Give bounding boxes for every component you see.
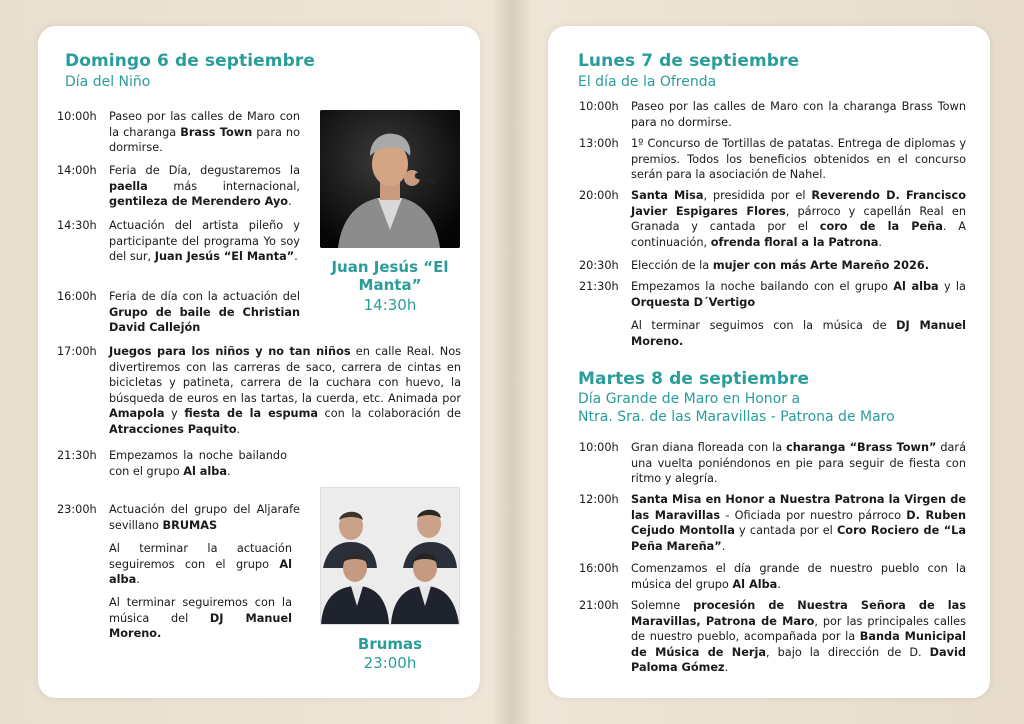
event-desc: Santa Misa, presidida por el Reverendo D. Francisco Javier Espigares Flores, párroco y capellán Real en Granada y cantada por el coro de la Peña. A continuación, ofrenda floral a la Patrona. <box>631 189 966 249</box>
caption-name: Brumas <box>357 635 423 653</box>
day-title-sunday: Domingo 6 de septiembre <box>65 51 315 71</box>
event-time: 14:30h <box>57 219 97 232</box>
left-page <box>38 26 480 698</box>
caption-time: 14:30h <box>363 296 417 314</box>
group-photo-brumas <box>320 487 460 625</box>
group-silhouette-icon <box>321 488 459 624</box>
event-time: 13:00h <box>579 137 619 150</box>
event-desc: Paseo por las calles de Maro con la charanga Brass Town para no dormirse. <box>631 100 966 129</box>
event-desc: Comenzamos el día grande de nuestro pueblo con la música del grupo Al Alba. <box>631 562 966 591</box>
event-desc: Santa Misa en Honor a Nuestra Patrona la Virgen de las Maravillas - Oficiada por nuestro párroco D. Ruben Cejudo Montolla y cantada por el Coro Rociero de “La Peña Mareña”. <box>631 493 967 553</box>
event-desc: Feria de día con la actuación del Grupo de baile de Christian David Callejón <box>109 290 300 334</box>
event-desc: Actuación del grupo del Aljarafe sevillano BRUMAS <box>109 503 300 532</box>
event-time: 17:00h <box>57 345 97 358</box>
event-time: 21:00h <box>579 599 619 612</box>
day-subtitle-sunday: Día del Niño <box>65 74 151 90</box>
singer-silhouette-icon <box>320 110 460 248</box>
event-time: 16:00h <box>579 562 619 575</box>
event-desc: Empezamos la noche bailando con el grupo Al alba y la Orquesta D´Vertigo <box>631 280 966 309</box>
day-subtitle-tuesday-1: Día Grande de Maro en Honor a <box>578 391 801 407</box>
event-time: 10:00h <box>579 100 619 113</box>
photo-caption-brumas <box>320 635 460 672</box>
event-time: 21:30h <box>57 449 97 462</box>
day-subtitle-monday: El día de la Ofrenda <box>578 74 717 90</box>
event-desc: Feria de Día, degustaremos la paella más internacional, gentileza de Merendero Ayo. <box>109 164 300 208</box>
event-time: 10:00h <box>579 441 619 454</box>
event-time: 16:00h <box>57 290 97 303</box>
right-page <box>548 26 990 698</box>
day-title-tuesday: Martes 8 de septiembre <box>578 369 810 389</box>
day-subtitle-tuesday-2: Ntra. Sra. de las Maravillas - Patrona de Maro <box>578 409 895 425</box>
event-desc: Elección de la mujer con más Arte Mareño 2026. <box>631 259 930 272</box>
event-desc: 1º Concurso de Tortillas de patatas. Entrega de diplomas y premios. Todos los beneficios obtenidos en el concurso serán para la asociación de Nahel. <box>631 137 966 181</box>
caption-name: Juan Jesús “El Manta” <box>331 258 449 294</box>
event-time: 12:00h <box>579 493 619 506</box>
event-desc: Actuación del artista pileño y participante del programa Yo soy del sur, Juan Jesús “El Manta”. <box>109 219 300 263</box>
event-desc: Al terminar seguimos con la música de DJ Manuel Moreno. <box>631 319 967 348</box>
event-desc: Empezamos la noche bailando con el grupo Al alba. <box>109 449 287 478</box>
event-desc: Al terminar la actuación seguiremos con el grupo Al alba. <box>109 542 292 586</box>
event-desc: Gran diana floreada con la charanga “Brass Town” dará una vuelta poniéndonos en pie para seguir de fiesta con ritmo y alegría. <box>631 441 966 485</box>
artist-photo-juan-jesus <box>320 110 460 248</box>
event-desc: Paseo por las calles de Maro con la charanga Brass Town para no dormirse. <box>109 110 300 154</box>
event-time: 20:00h <box>579 189 619 202</box>
event-time: 20:30h <box>579 259 619 272</box>
event-time: 21:30h <box>579 280 619 293</box>
event-time: 23:00h <box>57 503 97 516</box>
caption-time: 23:00h <box>363 654 417 672</box>
photo-caption-juan-jesus <box>320 258 460 314</box>
day-title-monday: Lunes 7 de septiembre <box>578 51 800 71</box>
event-time: 10:00h <box>57 110 97 123</box>
event-desc: Solemne procesión de Nuestra Señora de las Maravillas, Patrona de Maro, por las principales calles de nuestro pueblo, acompañada por la Banda Municipal de Música de Nerja, bajo la dirección de D. David Paloma Gómez. <box>631 599 966 674</box>
event-desc: Al terminar seguiremos con la música del DJ Manuel Moreno. <box>109 596 292 640</box>
event-desc: Juegos para los niños y no tan niños en calle Real. Nos divertiremos con las carreras de saco, carrera de cintas en bicicletas y patineta, carrera de la cuchara con huevo, la búsqueda de euros en las tartas, la cuerda, etc. Animada por Amapola y fiesta de la espuma con la colaboración de Atracciones Paquito. <box>109 345 461 436</box>
event-time: 14:00h <box>57 164 97 177</box>
